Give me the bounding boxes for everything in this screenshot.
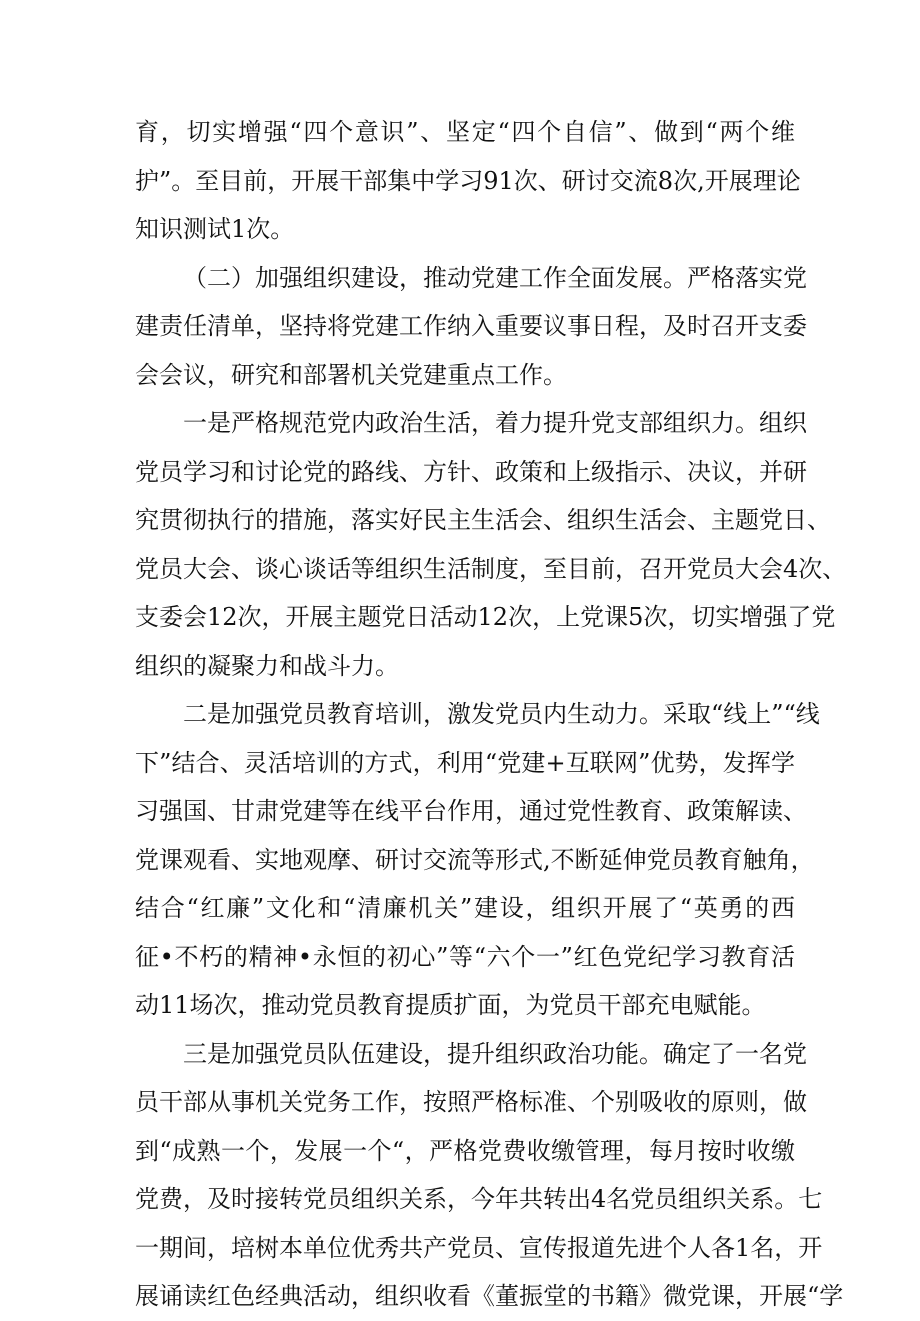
text-line: 到“成熟一个，发展一个“，严格党费收缴管理，每月按时收缴 — [135, 1136, 795, 1165]
paragraph-point-two — [135, 690, 820, 1030]
text-line: 建责任清单，坚持将党建工作纳入重要议事日程，及时召开支委 — [135, 312, 807, 340]
paragraph-section-two — [135, 254, 807, 400]
text-line: 员干部从事机关党务工作，按照严格标准、个别吸收的原则，做 — [135, 1088, 807, 1116]
text-line: 育，切实增强“四个意识”、坚定“四个自信”、做到“两个维 — [135, 118, 795, 146]
text-line: （二）加强组织建设，推动党建工作全面发展。严格落实党 — [183, 263, 807, 292]
text-line: 知识测试1次。 — [135, 215, 295, 243]
text-line: 党员大会、谈心谈话等组织生活制度，至目前，召开党员大会4次、 — [135, 554, 847, 583]
text-line: 征•不朽的精神•永恒的初心”等“六个一”红色党纪学习教育活 — [135, 942, 795, 971]
text-line: 展诵读红色经典活动，组织收看《董振堂的书籍》微党课，开展“学 — [135, 1282, 844, 1310]
text-line: 一是严格规范党内政治生活，着力提升党支部组织力。组织 — [183, 409, 807, 437]
paragraph-point-three — [135, 1030, 844, 1321]
text-line: 二是加强党员教育培训，激发党员内生动力。采取“线上”“线 — [183, 700, 820, 728]
text-line: 党课观看、实地观摩、研讨交流等形式,不断延伸党员教育触角， — [135, 845, 815, 874]
text-line: 党员学习和讨论党的路线、方针、政策和上级指示、决议，并研 — [135, 457, 807, 486]
text-line: 支委会12次，开展主题党日活动12次，上党课5次，切实增强了党 — [135, 603, 836, 631]
paragraph-point-one — [135, 399, 847, 690]
text-line: 一期间，培树本单位优秀共产党员、宣传报道先进个人各1名，开 — [135, 1233, 823, 1262]
text-line: 习强国、甘肃党建等在线平台作用，通过党性教育、政策解读、 — [135, 797, 807, 825]
document-body — [135, 108, 847, 1321]
paragraph-continuation — [135, 108, 801, 254]
text-line: 动11场次，推动党员教育提质扩面，为党员干部充电赋能。 — [135, 991, 766, 1019]
text-line: 党费，及时接转党员组织关系，今年共转出4名党员组织关系。七 — [135, 1185, 823, 1213]
text-line: 会会议，研究和部署机关党建重点工作。 — [135, 360, 567, 389]
text-line: 究贯彻执行的措施，落实好民主生活会、组织生活会、主题党日、 — [135, 506, 831, 534]
text-line: 结合“红廉”文化和“清廉机关”建设，组织开展了“英勇的西 — [135, 894, 795, 922]
text-line: 组织的凝聚力和战斗力。 — [135, 651, 399, 680]
text-line: 三是加强党员队伍建设，提升组织政治功能。确定了一名党 — [183, 1039, 807, 1068]
text-line: 下”结合、灵活培训的方式，利用“党建+互联网”优势，发挥学 — [135, 748, 795, 777]
text-line: 护”。至目前，开展干部集中学习91次、研讨交流8次,开展理论 — [135, 166, 801, 195]
